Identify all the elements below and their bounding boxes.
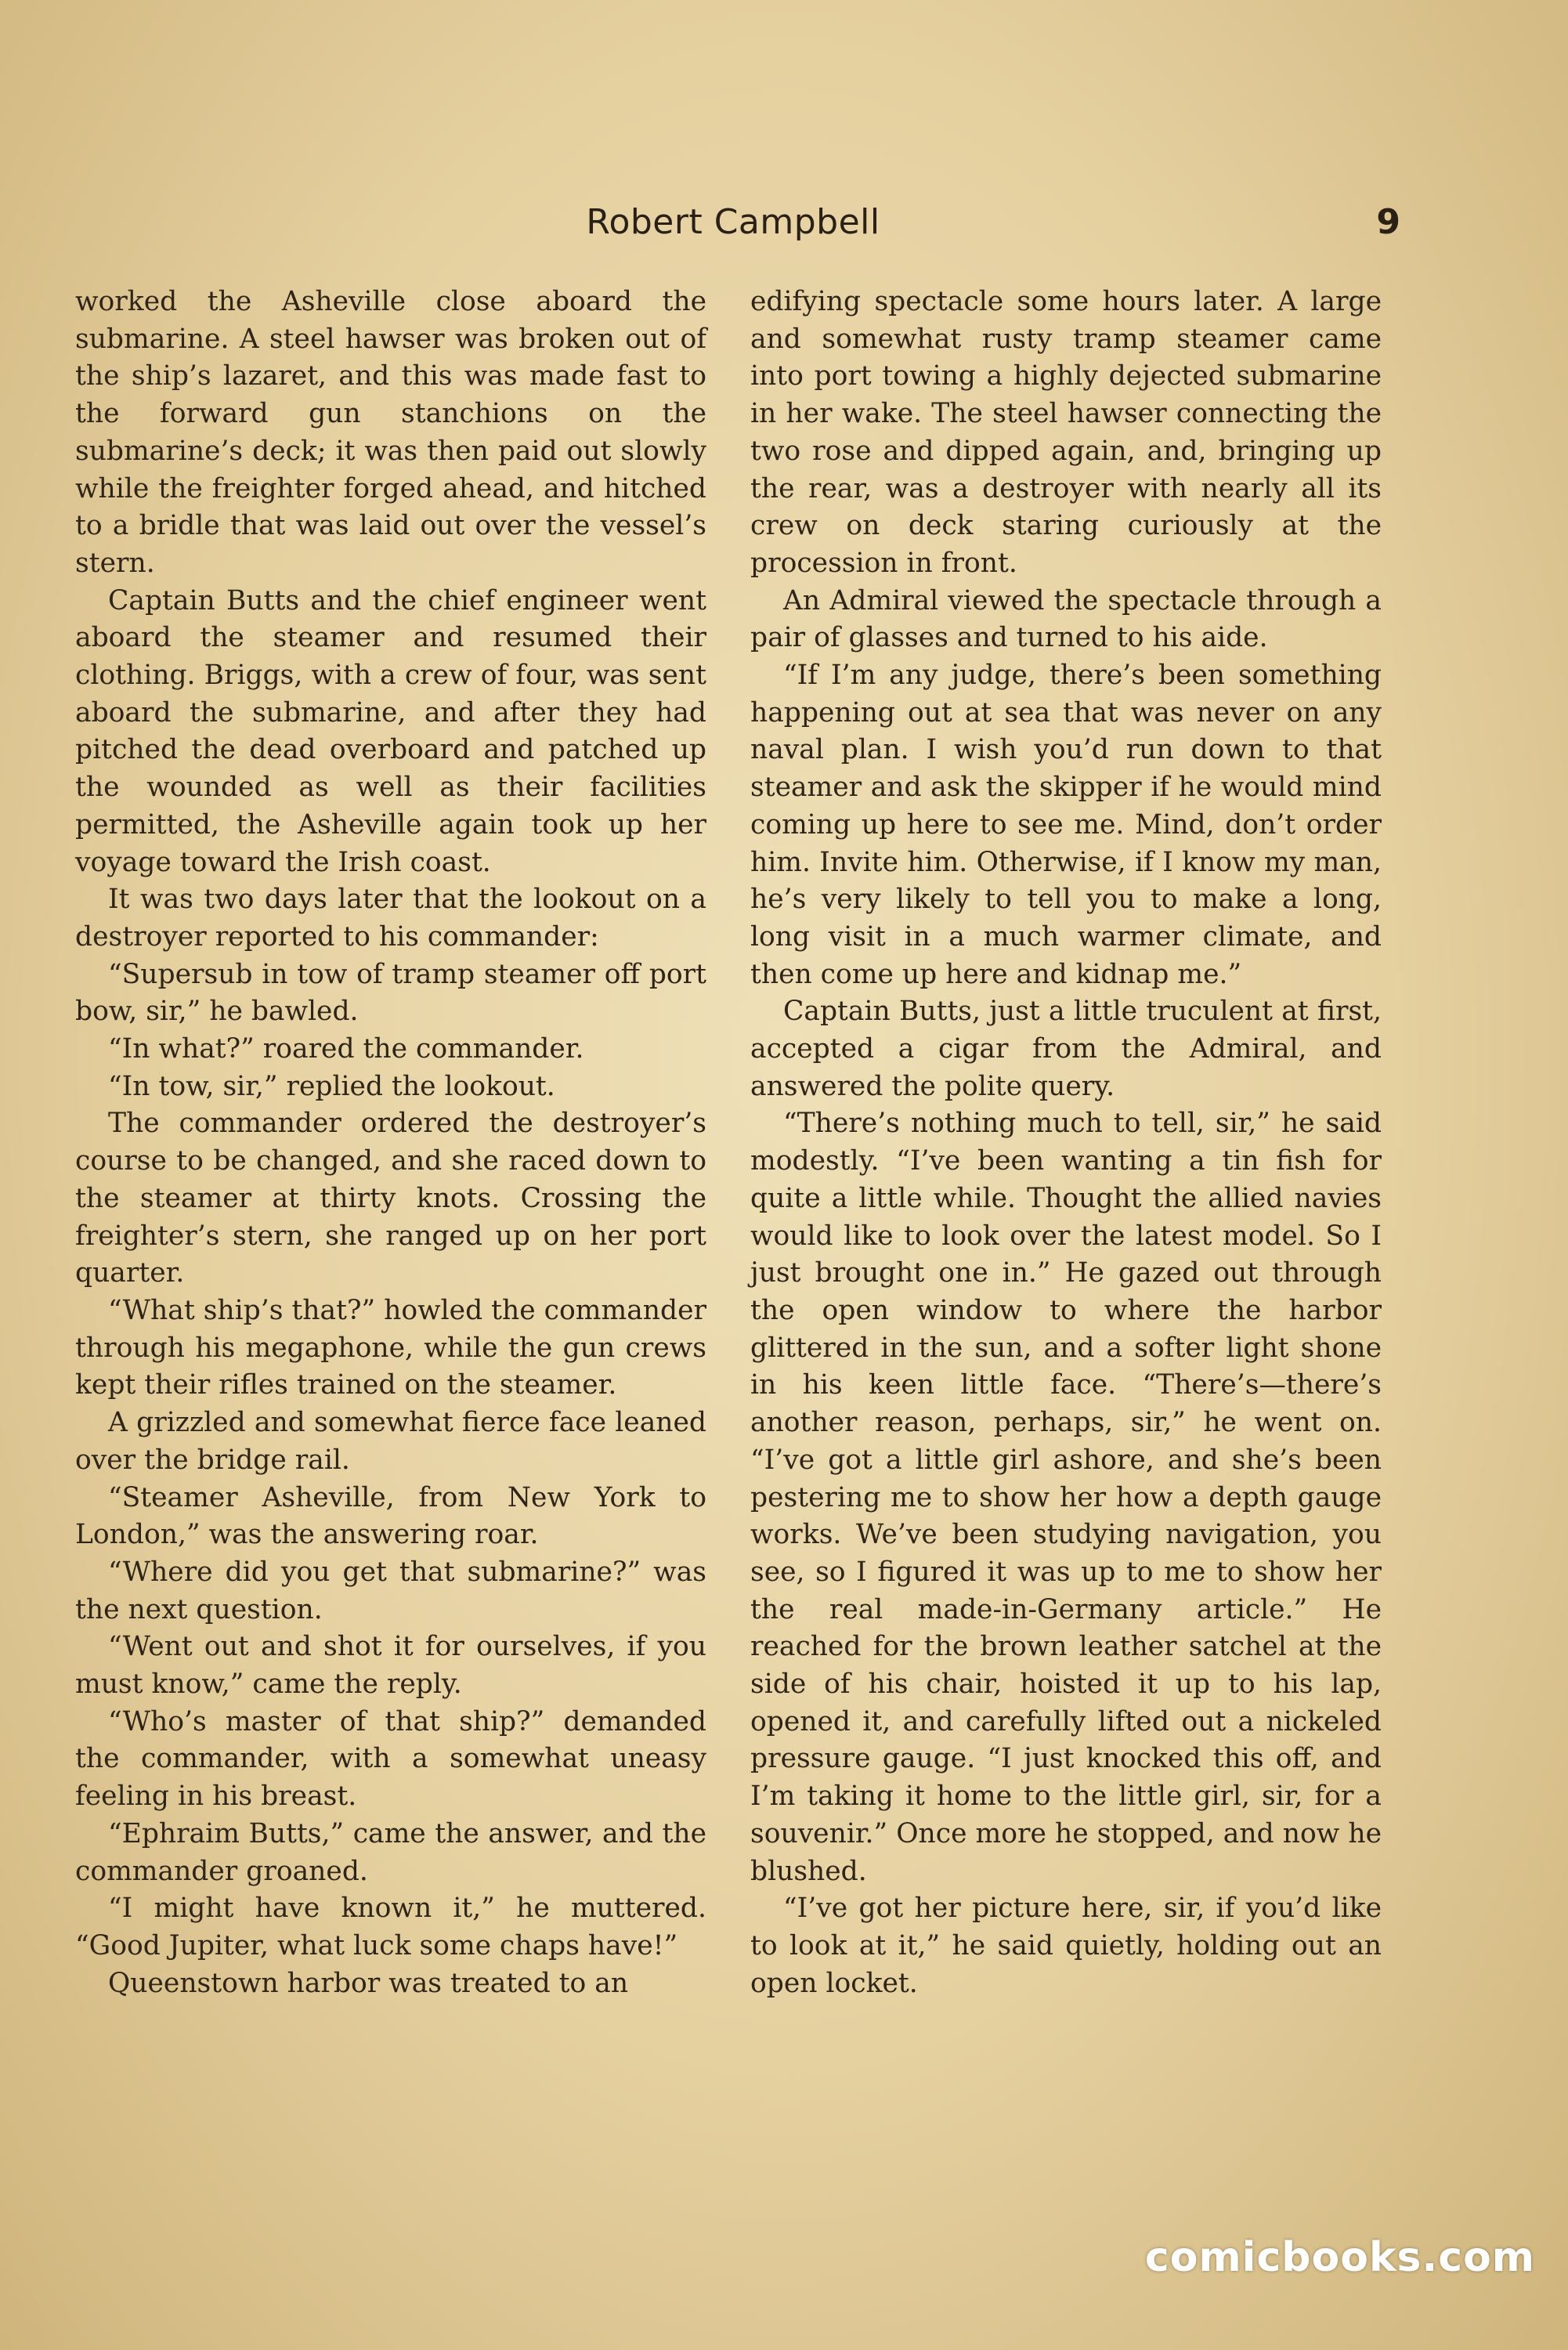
paragraph: “I’ve got her picture here, sir, if you’d like to look at it,” he said quietly, holding out an open locket. (750, 1893, 1382, 1999)
paragraph: worked the Asheville close aboard the submarine. A steel hawser was broken out of the ship’s lazaret, and this was made fast to the forward gun stanchions on the submarine’s deck; it was then paid out slowly while the freighter forged ahead, and hitched to a bridle that was laid out over the vessel’s stern. (75, 286, 706, 579)
paragraph: “Supersub in tow of tramp steamer off port bow, sir,” he bawled. (75, 958, 706, 1028)
paragraph: It was two days later that the lookout on a destroyer reported to his commander: (75, 884, 706, 953)
paragraph: Captain Butts, just a little truculent at first, accepted a cigar from the Admiral, and answered the polite query. (750, 996, 1382, 1102)
paragraph: “In what?” roared the commander. (108, 1033, 584, 1065)
paragraph: “Ephraim Butts,” came the answer, and the commander groaned. (75, 1817, 706, 1887)
running-head: Robert Campbell (586, 202, 880, 242)
paragraph: “I might have known it,” he muttered. “Good Jupiter, what luck some chaps have!” (75, 1893, 706, 1961)
paragraph: “There’s nothing much to tell, sir,” he said modestly. “I’ve been wanting a tin fish for quite a little while. Thought the allied navies would like to look over the latest model. So I just brought one in.” He gazed out through the open window to where the harbor glittered in the sun, and a softer light shone in his keen little face. “There’s—there’s another reason, perhaps, sir,” he went on. “I’ve got a little girl ashore, and she’s been pestering me to show her how a depth gauge works. We’ve been studying navigation, you see, so I figured it was up to me to show her the real made-in-Germany article.” He reached for the brown leather satchel at the side of his chair, hoisted it up to his lap, opened it, and carefully lifted out a nickeled pressure gauge. “I just knocked this off, and I’m taking it home to the little girl, sir, for a souvenir.” Once more he stopped, and now he blushed. (750, 1108, 1382, 1887)
paragraph: “In tow, sir,” replied the lookout. (108, 1070, 555, 1102)
paragraph: edifying spectacle some hours later. A large and somewhat rusty tramp steamer came into port towing a highly dejected submarine in her wake. The steel hawser connecting the two rose and dipped again, and, bringing up the rear, was a destroyer with nearly all its crew on deck staring curiously at the procession in front. (750, 286, 1382, 579)
paragraph: “If I’m any judge, there’s been something happening out at sea that was never on any naval plan. I wish you’d run down to that steamer and ask the skipper if he would mind coming up here to see me. Mind, don’t order him. Invite him. Otherwise, if I know my man, he’s very likely to tell you to make a long, long visit in a much warmer climate, and then come up here and kidnap me.” (750, 660, 1382, 990)
paragraph: “Went out and shot it for ourselves, if you must know,” came the reply. (75, 1631, 706, 1701)
watermark: comicbooks.com (1144, 2234, 1535, 2281)
paragraph: Captain Butts and the chief engineer went aboard the steamer and resumed their clothing. Briggs, with a crew of four, was sent aboard the submarine, and after they had pitched the dead overboard and patched up the wounded as well as their facilities permitted, the Asheville again took up her voyage toward the Irish coast. (75, 584, 706, 878)
paragraph: “Where did you get that submarine?” was the next question. (75, 1556, 706, 1625)
paragraph: Queenstown harbor was treated to an (108, 1967, 629, 1999)
paragraph: “Steamer Asheville, from New York to London,” was the answering roar. (75, 1481, 706, 1551)
paragraph: “What ship’s that?” howled the commander through his megaphone, while the gun crews kept their rifles trained on the steamer. (75, 1294, 706, 1401)
paragraph: An Admiral viewed the spectacle through a pair of glasses and turned to his aide. (750, 584, 1382, 654)
paragraph: A grizzled and somewhat fierce face leaned over the bridge rail. (75, 1407, 706, 1476)
left-column (75, 284, 706, 2002)
page-header (75, 202, 1400, 257)
paragraph: “Who’s master of that ship?” demanded the commander, with a somewhat uneasy feeling in his breast. (75, 1705, 706, 1813)
right-column (750, 284, 1382, 2002)
paragraph: The commander ordered the destroyer’s course to be changed, and she raced down to the steamer at thirty knots. Crossing the freighter’s stern, she ranged up on her port quarter. (75, 1108, 706, 1289)
page-number: 9 (1376, 202, 1400, 242)
